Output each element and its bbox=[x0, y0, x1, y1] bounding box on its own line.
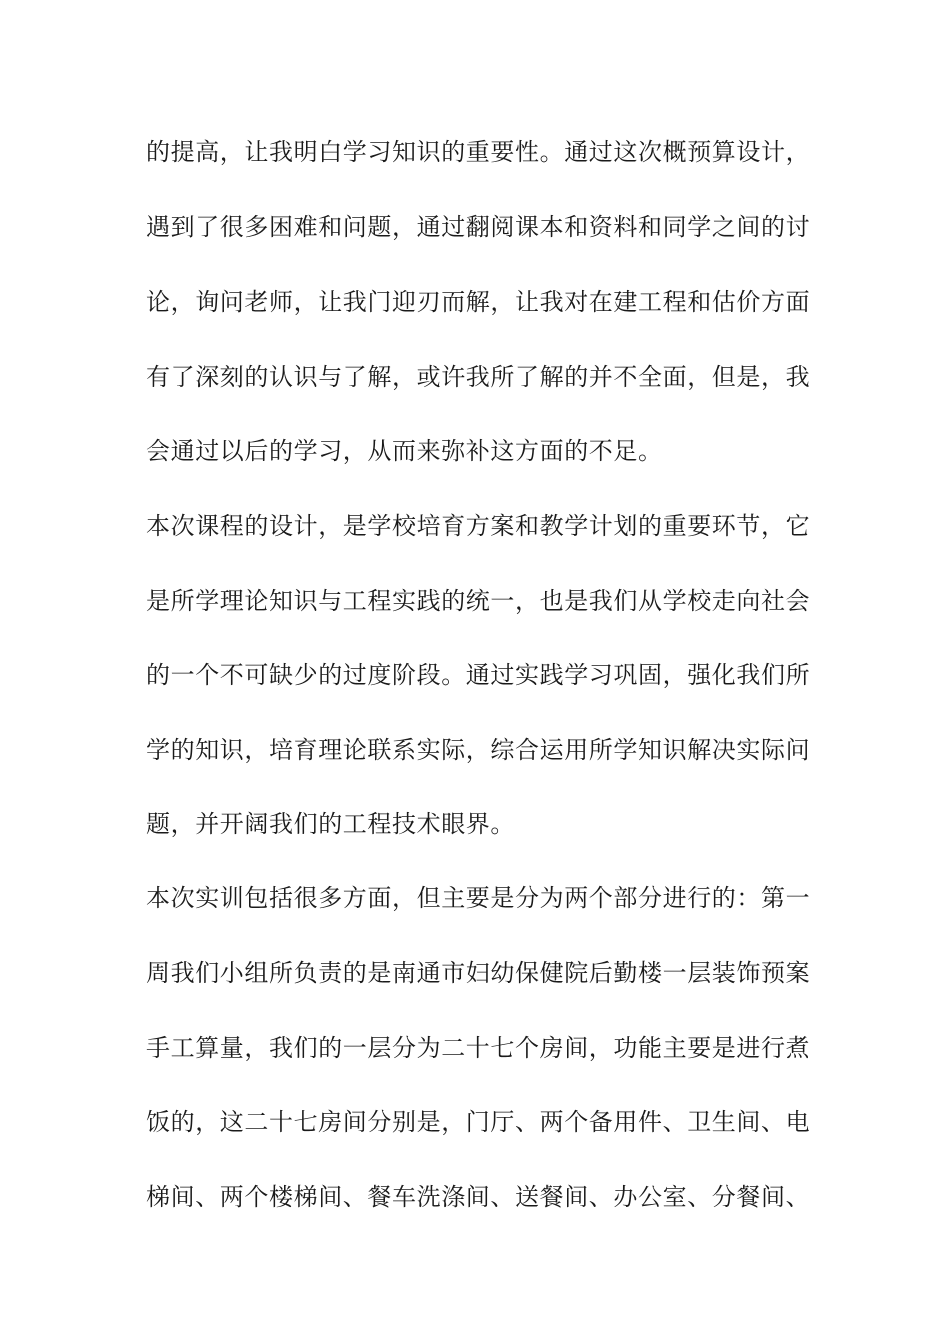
text-line: 会通过以后的学习，从而来弥补这方面的不足。 bbox=[146, 437, 663, 465]
text-line: 学的知识，培育理论联系实际，综合运用所学知识解决实际问 bbox=[146, 736, 811, 764]
text-line: 周我们小组所负责的是南通市妇幼保健院后勤楼一层装饰预案 bbox=[146, 959, 811, 987]
text-line: 饭的，这二十七房间分别是，门厅、两个备用件、卫生间、电 bbox=[146, 1108, 811, 1136]
text-line: 有了深刻的认识与了解，或许我所了解的并不全面，但是，我 bbox=[146, 363, 811, 391]
text-line: 本次课程的设计，是学校培育方案和教学计划的重要环节，它 bbox=[146, 512, 811, 540]
text-line: 梯间、两个楼梯间、餐车洗涤间、送餐间、办公室、分餐间、 bbox=[146, 1183, 811, 1211]
text-line: 的一个不可缺少的过度阶段。通过实践学习巩固，强化我们所 bbox=[146, 661, 811, 689]
text-line: 手工算量，我们的一层分为二十七个房间，功能主要是进行煮 bbox=[146, 1034, 811, 1062]
text-line: 的提高，让我明白学习知识的重要性。通过这次概预算设计， bbox=[146, 138, 811, 166]
text-line: 本次实训包括很多方面，但主要是分为两个部分进行的：第一 bbox=[146, 884, 811, 912]
text-line: 是所学理论知识与工程实践的统一，也是我们从学校走向社会 bbox=[146, 587, 811, 615]
text-line: 遇到了很多困难和问题，通过翻阅课本和资料和同学之间的讨 bbox=[146, 213, 811, 241]
text-line: 题，并开阔我们的工程技术眼界。 bbox=[146, 810, 515, 838]
text-line: 论，询问老师，让我门迎刃而解，让我对在建工程和估价方面 bbox=[146, 288, 811, 316]
